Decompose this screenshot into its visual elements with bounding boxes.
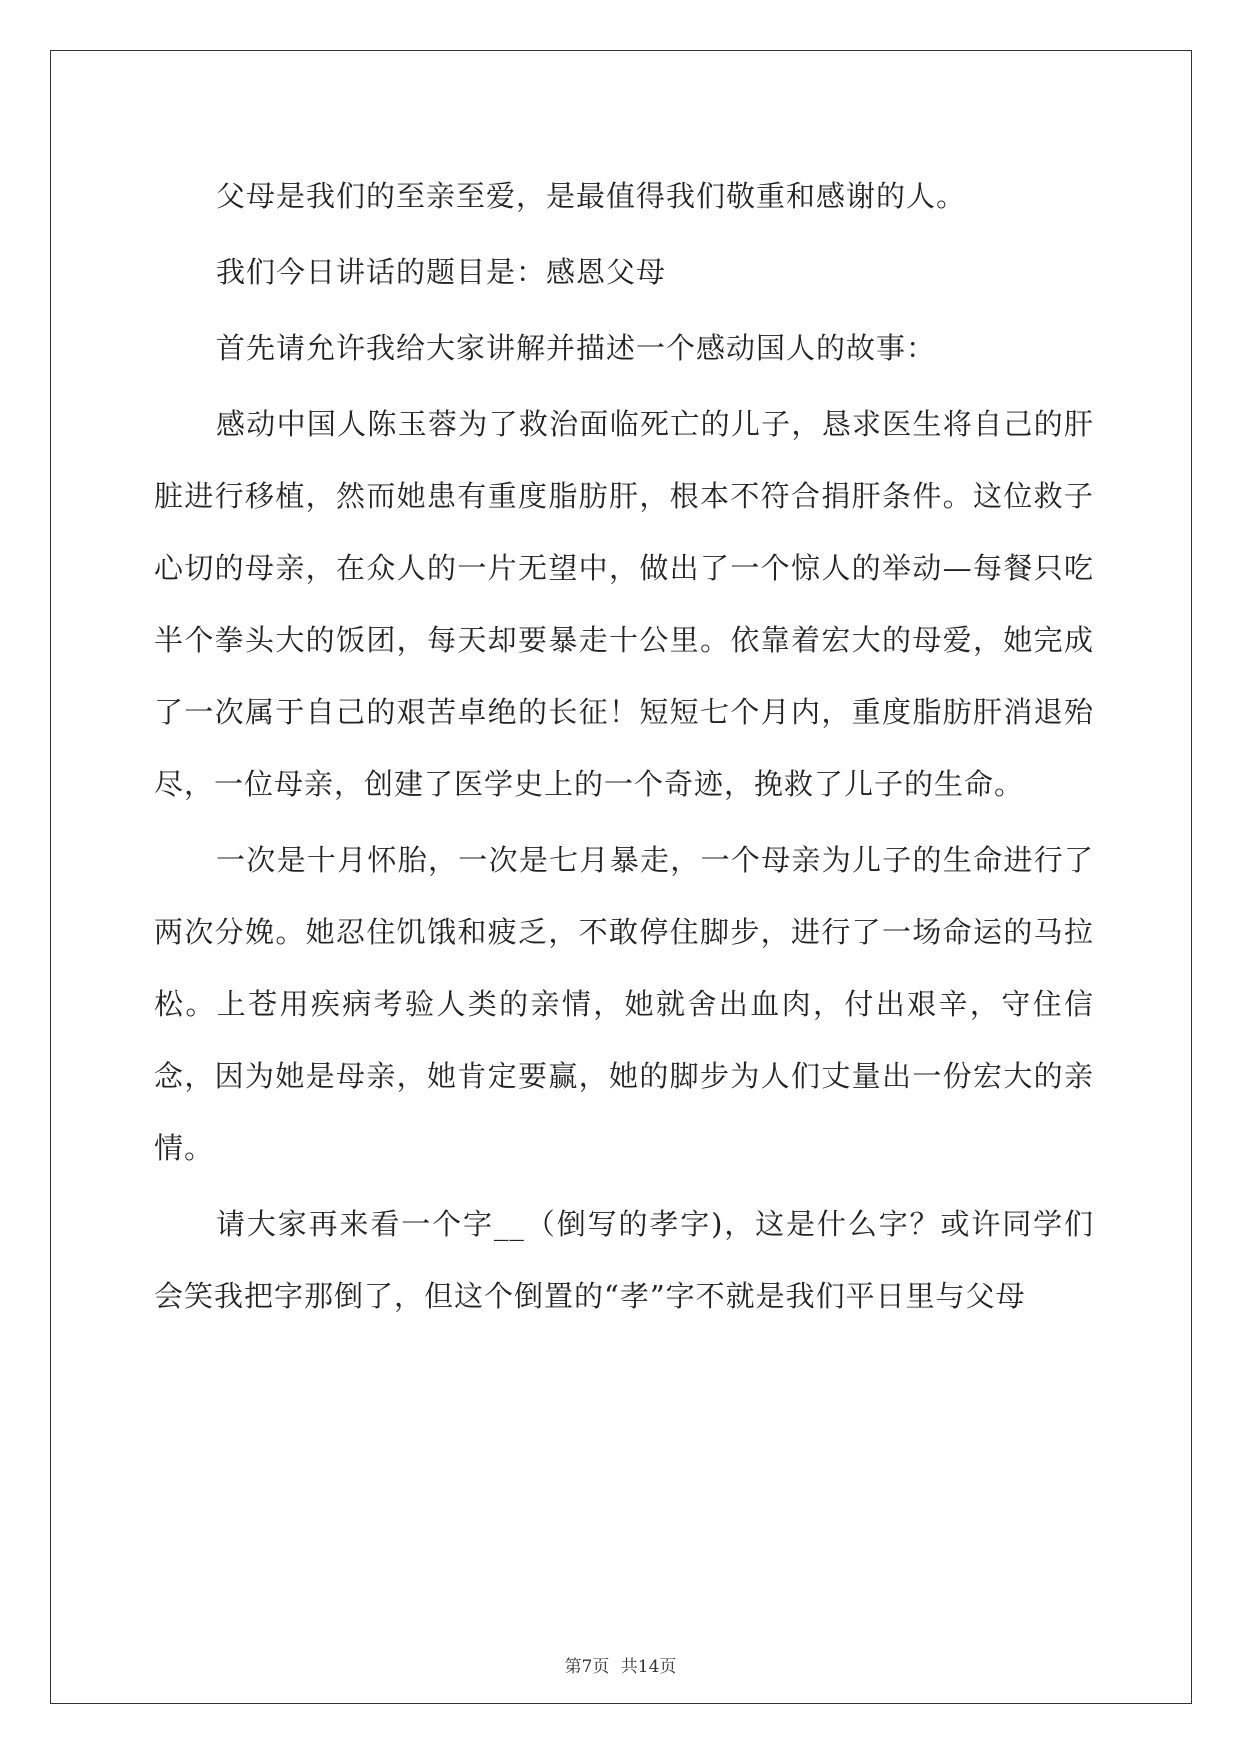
paragraph-4: 感动中国人陈玉蓉为了救治面临死亡的儿子，恳求医生将自己的肝脏进行移植，然而她患有重度脂肪肝，根本不符合捐肝条件。这位救子心切的母亲，在众人的一片无望中，做出了一个惊人的举动—每餐只吃半个拳头大的饭团，每天却要暴走十公里。依靠着宏大的母爱，她完成了一次属于自己的艰苦卓绝的长征！短短七个月内，重度脂肪肝消退殆尽，一位母亲，创建了医学史上的一个奇迹，挽救了儿子的生命。 — [154, 407, 1094, 801]
page-total: 共14页 — [620, 1657, 677, 1677]
paragraph-3: 首先请允许我给大家讲解并描述一个感动国人的故事： — [216, 331, 937, 365]
paragraph-1: 父母是我们的至亲至爱，是最值得我们敬重和感谢的人。 — [216, 179, 967, 213]
paragraph-2: 我们今日讲话的题目是：感恩父母 — [216, 255, 667, 289]
page-footer — [0, 1652, 1241, 1677]
paragraph-6: 请大家再来看一个字__（倒写的孝字)，这是什么字？或许同学们会笑我把字那倒了，但这个倒置的“孝”字不就是我们平日里与父母 — [154, 1207, 1094, 1313]
paragraph-5: 一次是十月怀胎，一次是七月暴走，一个母亲为儿子的生命进行了两次分娩。她忍住饥饿和疲乏，不敢停住脚步，进行了一场命运的马拉松。上苍用疾病考验人类的亲情，她就舍出血肉，付出艰辛，守住信念，因为她是母亲，她肯定要赢，她的脚步为人们丈量出一份宏大的亲情。 — [154, 843, 1094, 1165]
page-number: 第7页 — [564, 1657, 610, 1677]
document-body — [154, 160, 1094, 1336]
